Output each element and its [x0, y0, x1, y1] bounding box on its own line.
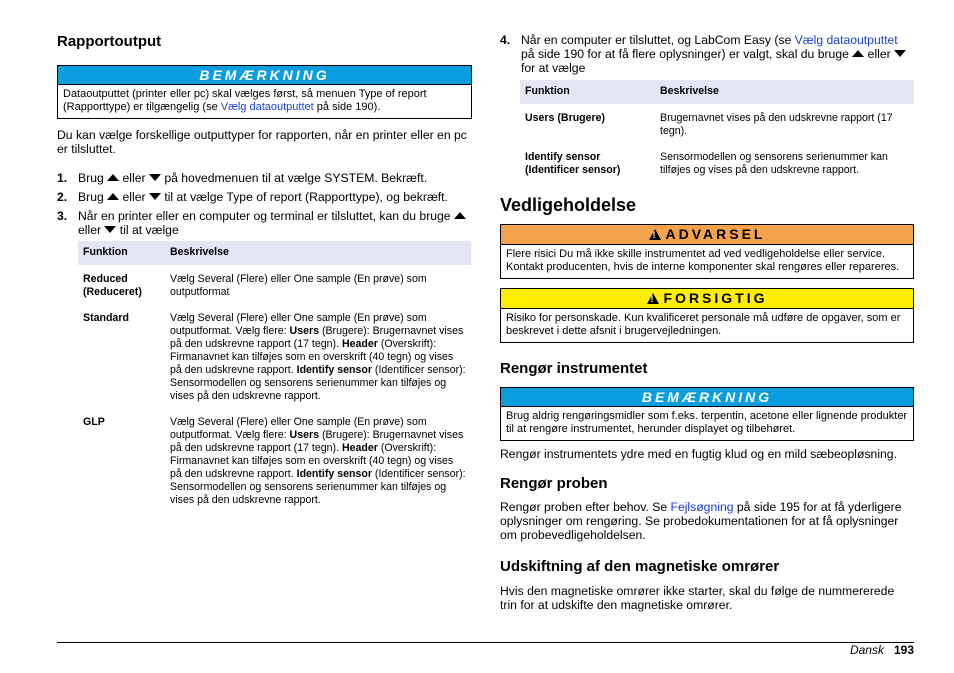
- table-cell-key: Standard: [83, 312, 129, 324]
- stirrer-paragraph: Hvis den magnetiske omrører ikke starter, skal du følge de nummererede trin for at udskifte den magnetiske omrører.: [500, 584, 895, 612]
- table-cell-desc: [165, 304, 471, 408]
- step-4: [500, 33, 914, 75]
- note-box: [500, 387, 914, 441]
- triangle-down-icon: [104, 226, 116, 233]
- triangle-down-icon: [149, 174, 161, 181]
- page-number: 193: [893, 643, 914, 657]
- table-header: Funktion: [78, 241, 165, 265]
- table-cell-key: GLP: [83, 416, 105, 428]
- caution-header: [501, 289, 913, 309]
- table-row: [520, 104, 914, 143]
- table-cell-desc: [165, 408, 471, 512]
- triangle-down-icon: [894, 50, 906, 57]
- step-number: 1.: [57, 171, 68, 185]
- note-text-b: på side 190).: [313, 101, 381, 113]
- clean-instrument-paragraph: Rengør instrumentets ydre med en fugtig klud og en mild sæbeopløsning.: [500, 447, 897, 461]
- step-text: eller: [864, 47, 895, 61]
- intro-paragraph: Du kan vælge forskellige outputtyper for rapporten, når en printer eller en pc er tilsluttet.: [57, 128, 467, 156]
- section-heading-udskiftning: Udskiftning af den magnetiske omrører: [500, 558, 780, 575]
- desc-text: (Overskrift): Firmanavnet kan tilføjes som en overskrift (40 tegn) og vises på den udskrevne rapport.: [170, 442, 454, 480]
- table-cell-desc: Brugernavnet vises på den udskrevne rapport (17 tegn).: [660, 112, 893, 137]
- step-number: 4.: [500, 33, 511, 47]
- warning-title: ADVARSEL: [665, 226, 766, 242]
- warning-box: [500, 224, 914, 279]
- table-cell-key: Reduced (Reduceret): [83, 273, 142, 298]
- desc-bold: Users: [289, 429, 319, 441]
- step-1: [57, 171, 472, 185]
- steps-list-continued: [500, 33, 914, 75]
- link-fejlsogning[interactable]: Fejlsøgning: [670, 500, 734, 514]
- warning-header: [501, 225, 913, 245]
- step-number: 3.: [57, 209, 68, 223]
- desc-bold: Users: [289, 325, 319, 337]
- labcom-table: [520, 80, 914, 182]
- left-column: [57, 30, 472, 512]
- section-heading-rengor-instrumentet: Rengør instrumentet: [500, 360, 648, 377]
- clean-probe-paragraph: [500, 500, 914, 542]
- table-header-row: [520, 80, 914, 104]
- step-text: eller: [119, 171, 149, 185]
- caution-box: [500, 288, 914, 343]
- desc-bold: Identify sensor: [296, 364, 372, 376]
- step-text: Brug: [78, 190, 108, 204]
- paragraph-text: Rengør proben efter behov. Se: [500, 500, 671, 514]
- note-text: Brug aldrig rengøringsmidler som f.eks. terpentin, acetone eller lignende produkter til at rengøre instrumentet, herunder displayet og tilbehøret.: [506, 410, 908, 435]
- section-heading-rapportoutput: Rapportoutput: [57, 33, 162, 50]
- step-text: Brug: [78, 171, 108, 185]
- footer-divider: [57, 642, 914, 643]
- desc-bold: Header: [341, 442, 378, 454]
- page-footer: [850, 643, 914, 657]
- table-row: [78, 265, 471, 304]
- desc-text: (Identificer sensor): Sensormodellen og sensorens serienummer kan tilføjes og vises på den udskrevne rapport.: [170, 468, 466, 506]
- desc-text: Vælg Several (Flere) eller One sample (En prøve) som outputformat. Vælg flere:: [170, 312, 427, 337]
- note-title: BEMÆRKNING: [58, 66, 471, 85]
- step-text: eller: [78, 223, 105, 237]
- step-text: på side 190 for at få flere oplysninger) er valgt, skal du bruge: [521, 47, 853, 61]
- table-header: Funktion: [520, 80, 655, 104]
- table-header: Beskrivelse: [165, 241, 471, 265]
- step-text: eller: [119, 190, 149, 204]
- note-text: [58, 85, 471, 118]
- desc-text: (Brugere): Brugernavnet vises på den udskrevne rapport (17 tegn).: [170, 429, 464, 454]
- table-header: Beskrivelse: [655, 80, 914, 104]
- section-heading-rengor-proben: Rengør proben: [500, 475, 608, 492]
- report-type-table: [78, 241, 471, 512]
- desc-bold: Header: [341, 338, 378, 350]
- triangle-up-icon: [107, 193, 119, 200]
- step-3: [57, 209, 472, 237]
- table-row: [520, 143, 914, 182]
- caution-title: FORSIGTIG: [663, 290, 768, 306]
- triangle-up-icon: [852, 50, 864, 57]
- steps-list: [57, 171, 472, 237]
- table-cell-desc: Sensormodellen og sensorens serienummer kan tilføjes og vises på den udskrevne rapport.: [660, 151, 888, 176]
- step-text: til at vælge Type of report (Rapporttype), og bekræft.: [160, 190, 448, 204]
- desc-text: (Brugere): Brugernavnet vises på den udskrevne rapport (17 tegn).: [170, 325, 464, 350]
- right-column: [500, 33, 914, 612]
- table-cell-key: Users (Brugere): [525, 112, 606, 124]
- step-text: for at vælge: [521, 61, 586, 75]
- step-text: på hovedmenuen til at vælge SYSTEM. Bekræft.: [160, 171, 428, 185]
- warning-triangle-icon: [647, 293, 659, 304]
- note-box: [57, 65, 472, 119]
- table-cell-desc: Vælg Several (Flere) eller One sample (En prøve) som outputformat: [170, 273, 427, 298]
- table-row: [78, 408, 471, 512]
- desc-bold: Identify sensor: [296, 468, 372, 480]
- section-heading-vedligeholdelse: Vedligeholdelse: [500, 195, 637, 215]
- step-2: [57, 190, 472, 204]
- table-header-row: [78, 241, 471, 265]
- desc-text: Vælg Several (Flere) eller One sample (En prøve) som outputformat. Vælg flere:: [170, 416, 427, 441]
- table-row: [78, 304, 471, 408]
- caution-text: Risiko for personskade. Kun kvalificeret personale må udføre de opgaver, som er beskrevet i dette afsnit i brugervejledningen.: [506, 312, 901, 337]
- note-text-a: Dataoutputtet (printer eller pc) skal vælges først, så menuen Type of report (Rapporttype) er tilgængelig (se: [63, 88, 427, 113]
- warning-text: Flere risici Du må ikke skille instrumentet ad ved vedligeholdelse eller service. Kontakt producenten, hvis de interne komponenter skal rengøres eller repareres.: [506, 248, 900, 273]
- warning-triangle-icon: [649, 229, 661, 240]
- link-vaelg-dataoutputtet[interactable]: Vælg dataoutputtet: [220, 101, 314, 113]
- desc-text: (Overskrift): Firmanavnet kan tilføjes som en overskrift (40 tegn) og vises på den udskrevne rapport.: [170, 338, 454, 376]
- step-text: Når en printer eller en computer og terminal er tilsluttet, kan du bruge: [78, 209, 454, 223]
- table-cell-key: Identify sensor (Identificer sensor): [525, 151, 621, 176]
- triangle-down-icon: [149, 193, 161, 200]
- step-text: Når en computer er tilsluttet, og LabCom Easy (se: [521, 33, 795, 47]
- paragraph-text: på side 195 for at få yderligere oplysninger om rengøring. Se probedokumentationen for at få oplysninger om probevedligeholdelsen.: [500, 500, 902, 542]
- link-vaelg-dataoutputtet[interactable]: Vælg dataoutputtet: [794, 33, 898, 47]
- desc-text: (Identificer sensor): Sensormodellen og sensorens serienummer kan tilføjes og vises på den udskrevne rapport.: [170, 364, 466, 402]
- triangle-up-icon: [454, 212, 466, 219]
- step-text: til at vælge: [116, 223, 179, 237]
- note-title: BEMÆRKNING: [501, 388, 913, 407]
- footer-language: Dansk: [849, 643, 884, 657]
- triangle-up-icon: [107, 174, 119, 181]
- step-number: 2.: [57, 190, 68, 204]
